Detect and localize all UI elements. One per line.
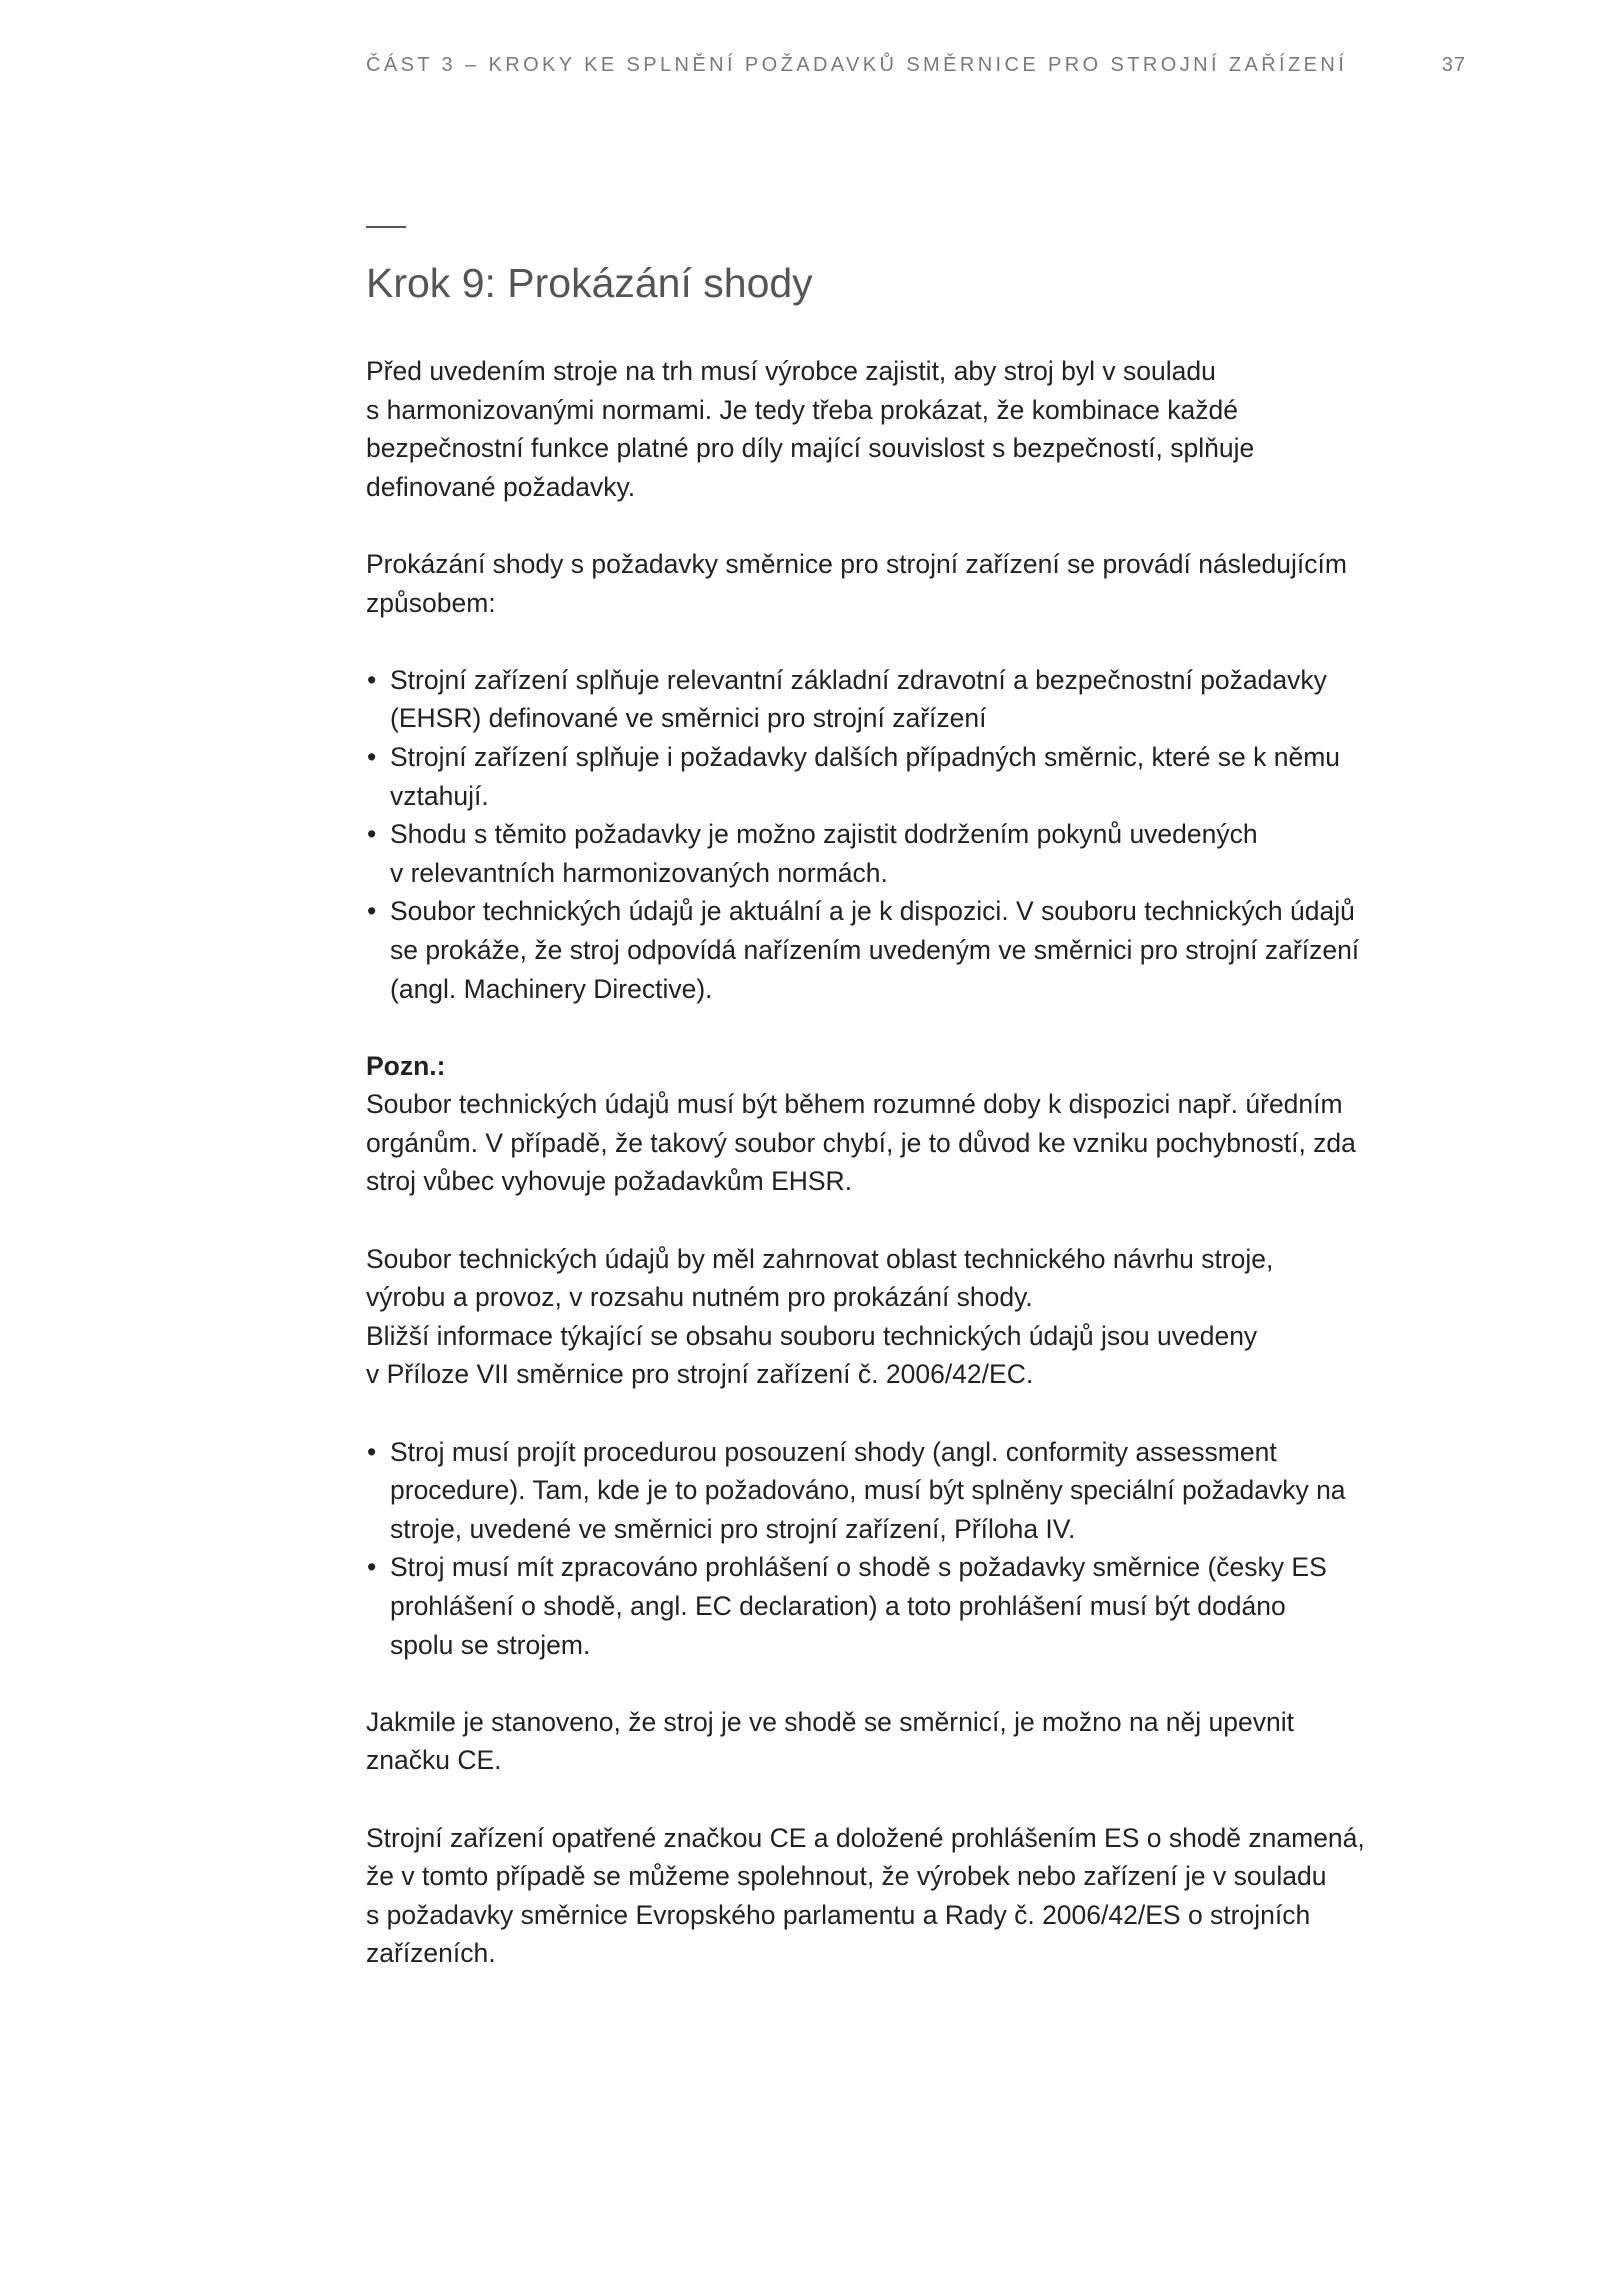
list-item xyxy=(366,815,1476,892)
text-line: v relevantních harmonizovaných normách. xyxy=(390,857,888,888)
text-line: s požadavky směrnice Evropského parlamentu a Rady č. 2006/42/ES o strojních xyxy=(366,1899,1311,1930)
text-line: Soubor technických údajů musí být během rozumné doby k dispozici např. úředním xyxy=(366,1089,1343,1120)
bullet-icon: • xyxy=(367,664,377,695)
procedure-list xyxy=(366,1433,1476,1665)
text-line: Strojní zařízení splňuje i požadavky dalších případných směrnic, které se k němu xyxy=(390,741,1341,772)
list-item xyxy=(366,661,1476,738)
bullet-icon: • xyxy=(367,1436,377,1467)
text-line: stroj vůbec vyhovuje požadavkům EHSR. xyxy=(366,1166,853,1197)
list-item xyxy=(366,1433,1476,1549)
text-line: prohlášení o shodě, angl. EC declaration) a toto prohlášení musí být dodáno xyxy=(390,1591,1286,1621)
text-line: Stroj musí projít procedurou posouzení shody (angl. conformity assessment xyxy=(390,1436,1277,1467)
header-title: ČÁST 3 – KROKY KE SPLNĚNÍ POŽADAVKŮ SMĚRNICE PRO STROJNÍ ZAŘÍZENÍ xyxy=(366,54,1348,76)
page-number: 37 xyxy=(1441,54,1466,76)
text-line: spolu se strojem. xyxy=(390,1629,591,1660)
text-line: orgánům. V případě, že takový soubor chybí, je to důvod ke vzniku pochybností, zda xyxy=(366,1127,1356,1158)
text-line: Soubor technických údajů by měl zahrnovat oblast technického návrhu stroje, xyxy=(366,1243,1274,1274)
conclusion-paragraph xyxy=(366,1819,1476,1973)
text-line: Strojní zařízení splňuje relevantní základní zdravotní a bezpečnostní požadavky xyxy=(390,664,1327,695)
text-line: že v tomto případě se můžeme spolehnout, že výrobek nebo zařízení je v souladu xyxy=(366,1861,1327,1892)
method-intro-paragraph xyxy=(366,545,1476,622)
text-line: Před uvedením stroje na trh musí výrobce zajistit, aby stroj byl v souladu xyxy=(366,356,1216,386)
note-label: Pozn.: xyxy=(366,1050,446,1081)
tech-file-paragraph xyxy=(366,1240,1476,1394)
text-line: v Příloze VII směrnice pro strojní zařízení č. 2006/42/EC. xyxy=(366,1359,1034,1390)
ce-marking-paragraph xyxy=(366,1703,1476,1780)
text-line: Prokázání shody s požadavky směrnice pro strojní zařízení se provádí následujícím xyxy=(366,548,1347,579)
note-paragraph xyxy=(366,1047,1476,1201)
text-line: Stroj musí mít zpracováno prohlášení o shodě s požadavky směrnice (česky ES xyxy=(390,1552,1327,1583)
heading-rule xyxy=(366,226,406,228)
text-line: procedure). Tam, kde je to požadováno, musí být splněny speciální požadavky na xyxy=(390,1475,1346,1506)
text-line: zařízeních. xyxy=(366,1938,496,1969)
text-line: způsobem: xyxy=(366,587,496,618)
text-line: (angl. Machinery Directive). xyxy=(390,973,713,1004)
requirements-list xyxy=(366,661,1476,1008)
list-item xyxy=(366,738,1476,815)
text-line: Jakmile je stanoveno, že stroj je ve shodě se směrnicí, je možno na něj upevnit xyxy=(366,1706,1294,1737)
bullet-icon: • xyxy=(367,741,377,772)
text-line: značku CE. xyxy=(366,1745,502,1776)
text-line: (EHSR) definované ve směrnici pro strojní zařízení xyxy=(390,703,987,734)
text-line: výrobu a provoz, v rozsahu nutném pro prokázání shody. xyxy=(366,1282,1033,1313)
section-heading: Krok 9: Prokázání shody xyxy=(366,260,813,306)
text-line: stroje, uvedené ve směrnici pro strojní zařízení, Příloha IV. xyxy=(390,1513,1076,1544)
text-line: definované požadavky. xyxy=(366,471,636,502)
text-line: Bližší informace týkající se obsahu souboru technických údajů jsou uvedeny xyxy=(366,1320,1258,1351)
text-line: vztahují. xyxy=(390,780,489,811)
text-line: bezpečnostní funkce platné pro díly mající souvislost s bezpečností, splňuje xyxy=(366,433,1255,464)
text-line: se prokáže, že stroj odpovídá nařízením uvedeným ve směrnici pro strojní zařízení xyxy=(390,934,1360,965)
bullet-icon: • xyxy=(367,1552,377,1583)
text-line: Soubor technických údajů je aktuální a je k dispozici. V souboru technických údajů xyxy=(390,896,1355,927)
list-item xyxy=(366,892,1476,1008)
list-item xyxy=(366,1548,1476,1664)
page-header xyxy=(366,54,1466,84)
intro-paragraph xyxy=(366,352,1476,506)
bullet-icon: • xyxy=(367,896,377,927)
main-content xyxy=(366,226,1476,2012)
text-line: s harmonizovanými normami. Je tedy třeba prokázat, že kombinace každé xyxy=(366,394,1238,425)
text-line: Strojní zařízení opatřené značkou CE a doložené prohlášením ES o shodě znamená, xyxy=(366,1822,1365,1853)
text-line: Shodu s těmito požadavky je možno zajistit dodržením pokynů uvedených xyxy=(390,819,1258,850)
bullet-icon: • xyxy=(367,819,377,850)
